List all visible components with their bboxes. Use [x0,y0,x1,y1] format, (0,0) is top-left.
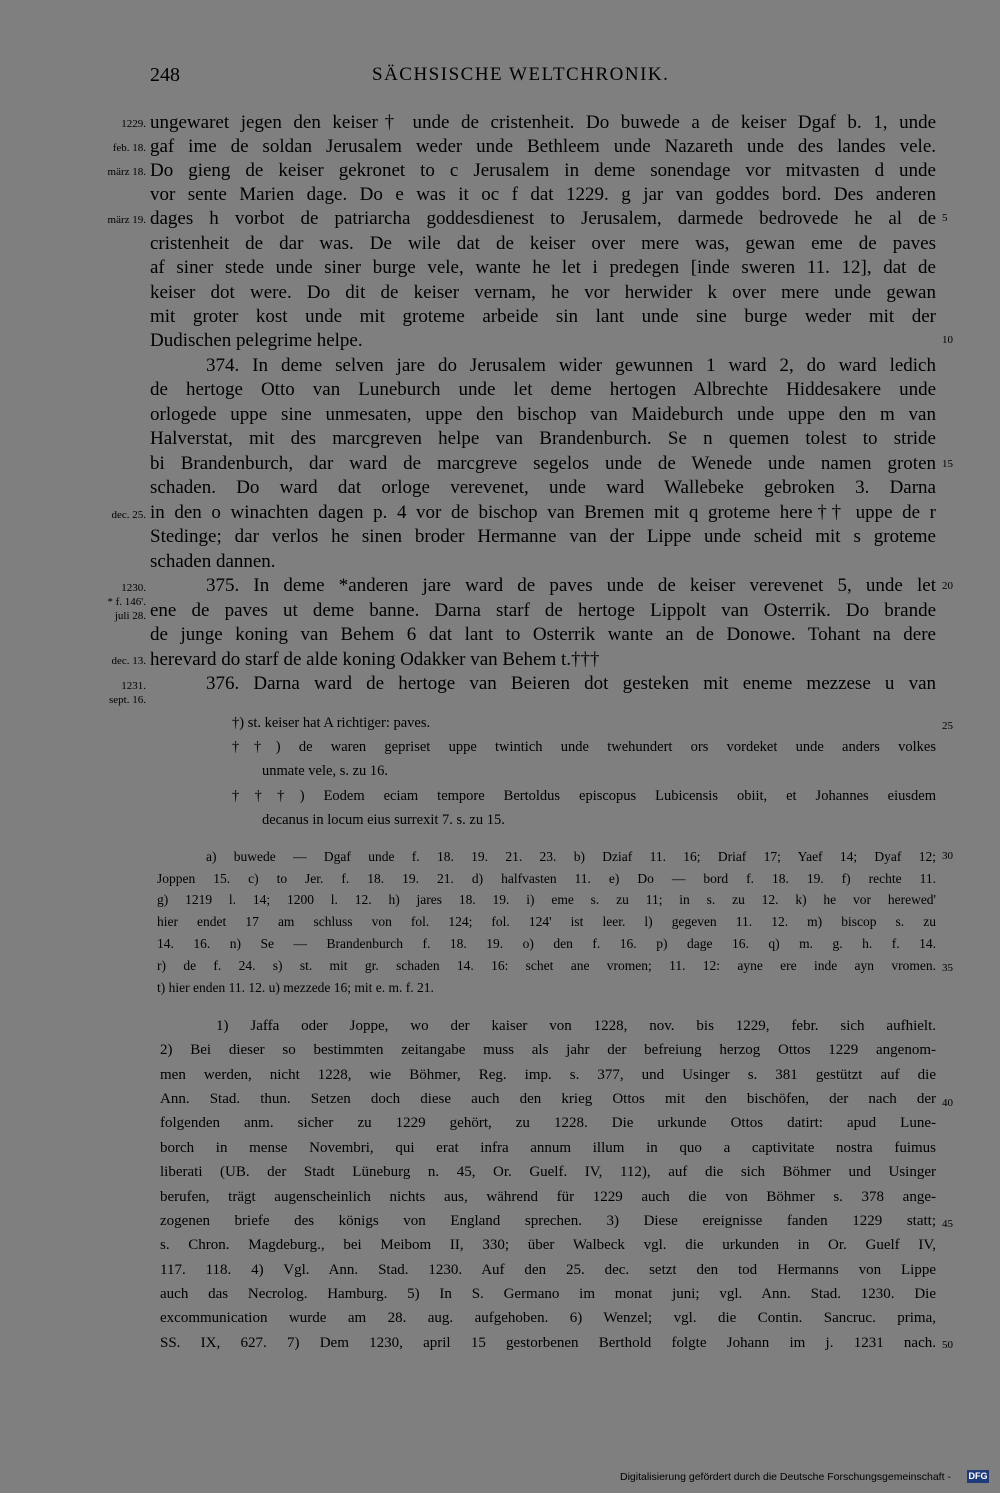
footnote-line: men werden, nicht 1228, wie Böhmer, Reg. imp. s. 377, und Usinger s. 381 gestützt auf die [160,1067,936,1083]
text-line: ene de paves ut deme banne. Darna starf de hertoge Lippolt van Osterrik. Do brande [150,600,936,621]
apparatus-line: 14. 16. n) Se — Brandenburch f. 18. 19. o) den f. 16. p) dage 16. q) m. g. h. f. 14. [157,936,936,951]
margin-date: feb. 18. [112,142,146,154]
margin-date: 1231. [121,680,146,692]
margin-date: 1229. [121,118,146,130]
line-number: 20 [942,580,953,592]
footnote-line: 2) Bei dieser so bestimmten zeitangabe muss als jahr der befreiung herzog Ottos 1229 angenom- [160,1042,936,1058]
text-line: de junge koning van Behem 6 dat lant to Osterrik wante an de Donowe. Tohant na dere [150,624,936,645]
text-line: Stedinge; dar verlos he sinen broder Hermanne van der Lippe unde scheid mit s groteme [150,526,936,547]
text-line: Halverstat, mit des marcgreven helpe van Brandenburch. Se n quemen tolest to stride [150,428,936,449]
margin-date: märz 19. [107,214,146,226]
text-note: †††) Eodem eciam tempore Bertoldus episcopus Lubicensis obiit, et Johannes eiusdem [232,788,936,804]
margin-date: 1230. [121,582,146,594]
text-note: unmate vele, s. zu 16. [262,763,389,779]
text-line: 376. Darna ward de hertoge van Beieren dot gesteken mit eneme mezzese u van [206,673,936,694]
apparatus-line: r) de f. 24. s) st. mit gr. schaden 14. 16: schet ane vromen; 11. 12: ayne ere inde ayn vromen. [157,958,936,973]
apparatus-line: t) hier enden 11. 12. u) mezzede 16; mit e. m. f. 21. [157,980,434,995]
text-note: decanus in locum eius surrexit 7. s. zu 15. [262,812,505,828]
line-number: 10 [942,334,953,346]
text-line: af siner stede unde siner burge vele, wante he let i predegen [inde sweren 11. 12], dat de [150,257,936,278]
text-line: gaf ime de soldan Jerusalem weder unde Bethleem unde Nazareth unde des landes vele. [150,136,936,157]
text-line: de hertoge Otto van Luneburch unde let deme hertogen Albrechte Hiddesakere unde [150,379,936,400]
footnote-line: borch in mense Novembri, qui erat infra annum illum in quo a captivitate nostra fuimus [160,1140,936,1156]
dfg-logo: DFG [968,1471,988,1481]
apparatus-line: hier endet 17 am schluss von fol. 124; fol. 124' ist leer. l) gegeven 11. 12. m) biscop s. zu [157,914,936,929]
footnote-line: zogenen briefe des königs von England sprechen. 3) Diese ereignisse fanden 1229 statt; [160,1213,936,1229]
line-number: 15 [942,458,953,470]
margin-date: dec. 25. [111,509,146,521]
text-line: keiser dot were. Do dit de keiser vernam, he vor herwider k over mere unde gewan [150,282,936,303]
text-line: herevard do starf de alde koning Odakker van Behem t.††† [150,649,600,670]
line-number: 25 [942,720,953,732]
text-line: cristenheit de dar was. De wile dat de keiser over mere was, gewan eme de paves [150,233,936,254]
line-number: 30 [942,850,953,862]
footnote-line: SS. IX, 627. 7) Dem 1230, april 15 gestorbenen Berthold folgte Johann im j. 1231 nach. [160,1335,936,1351]
line-number: 50 [942,1339,953,1351]
footnote-line: auch das Necrolog. Hamburg. 5) In S. Germano im monat juni; vgl. Ann. Stad. 1230. Die [160,1286,936,1302]
funding-notice: Digitalisierung gefördert durch die Deutsche Forschungsgemeinschaft - [620,1471,951,1483]
running-title: SÄCHSISCHE WELTCHRONIK. [372,64,670,85]
footnote-line: s. Chron. Magdeburg., bei Meibom II, 330; über Walbeck vgl. die urkunden in Or. Guelf IV, [160,1237,936,1253]
text-line: Do gieng de keiser gekronet to c Jerusalem in deme sonendage vor mitvasten d unde [150,160,936,181]
margin-date: * f. 146'. [107,596,146,608]
margin-date: dec. 13. [111,655,146,667]
margin-date: sept. 16. [109,694,146,706]
footnote-line: 117. 118. 4) Vgl. Ann. Stad. 1230. Auf den 25. dec. setzt den tod Hermanns von Lippe [160,1262,936,1278]
text-line: bi Brandenburch, dar ward de marcgreve segelos unde de Wenede unde namen groten [150,453,936,474]
text-note: †) st. keiser hat A richtiger: paves. [232,715,431,731]
text-line: schaden. Do ward dat orloge verevenet, unde ward Wallebeke gebroken 3. Darna [150,477,936,498]
text-note: ††) de waren gepriset uppe twintich unde twehundert ors vordeket unde anders volkes [232,739,936,755]
line-number: 35 [942,962,953,974]
text-line: Dudischen pelegrime helpe. [150,330,363,351]
page-number: 248 [150,64,180,86]
line-number: 5 [942,212,948,224]
footnote-line: berufen, trägt augenscheinlich nichts aus, während für 1229 auch die von Böhmer s. 378 ange- [160,1189,936,1205]
text-line: 374. In deme selven jare do Jerusalem wider gewunnen 1 ward 2, do ward ledich [206,355,936,376]
line-number: 45 [942,1218,953,1230]
margin-date: märz 18. [107,166,146,178]
apparatus-line: g) 1219 l. 14; 1200 l. 12. h) jares 18. 19. i) eme s. zu 11; in s. zu 12. k) he vor herewed' [157,892,936,907]
footnote-line: excommunication wurde am 28. aug. aufgehoben. 6) Wenzel; vgl. die Contin. Sancruc. prima, [160,1310,936,1326]
footnote-line: folgenden anm. sicher zu 1229 gehört, zu 1228. Die urkunde Ottos datirt: apud Lune- [160,1115,936,1131]
line-number: 40 [942,1097,953,1109]
text-line: schaden dannen. [150,551,276,572]
margin-date: juli 28. [114,610,146,622]
apparatus-line: a) buwede — Dgaf unde f. 18. 19. 21. 23. b) Dziaf 11. 16; Driaf 17; Yaef 14; Dyaf 12; [206,849,936,864]
text-line: dages h vorbot de patriarcha goddesdienest to Jerusalem, darmede bedrovede he al de [150,208,936,229]
text-line: in den o winachten dagen p. 4 vor de bischop van Bremen mit q groteme here†† uppe de r [150,502,936,523]
footnote-line: Ann. Stad. thun. Setzen doch diese auch den krieg Ottos mit den bischöfen, der nach der [160,1091,936,1107]
text-line: vor sente Marien dage. Do e was it oc f dat 1229. g jar van goddes bord. Des anderen [150,184,936,205]
text-line: mit groter kost unde mit groteme arbeide sin lant unde sine burge weder mit der [150,306,936,327]
text-line: orlogede uppe sine unmesaten, uppe den bischop van Maideburch unde uppe den m van [150,404,936,425]
footnote-line: 1) Jaffa oder Joppe, wo der kaiser von 1228, nov. bis 1229, febr. sich aufhielt. [216,1018,936,1034]
footnote-line: liberati (UB. der Stadt Lüneburg n. 45, Or. Guelf. IV, 112), auf die sich Böhmer und Usinger [160,1164,936,1180]
apparatus-line: Joppen 15. c) to Jer. f. 18. 19. 21. d) halfvasten 11. e) Do — bord f. 18. 19. f) rechte 11. [157,871,936,886]
text-line: ungewaret jegen den keiser† unde de cristenheit. Do buwede a de keiser Dgaf b. 1, unde [150,112,936,133]
text-line: 375. In deme *anderen jare ward de paves unde de keiser verevenet 5, unde let [206,575,936,596]
